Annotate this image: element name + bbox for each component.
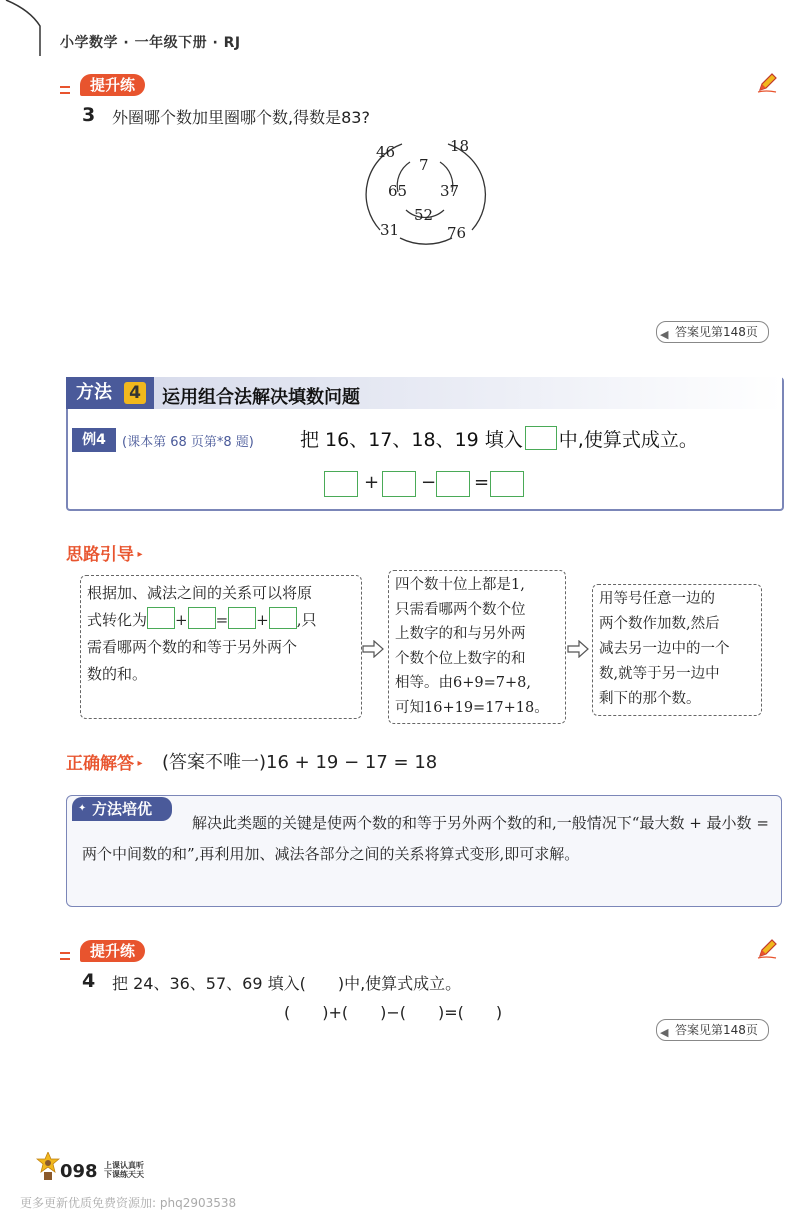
inner-number: 52 <box>414 206 434 224</box>
answer-reference-text: 答案见第148页 <box>675 325 758 339</box>
example-reference: (课本第 68 页第*8 题) <box>122 435 254 450</box>
equals-sign: = <box>215 611 229 629</box>
inner-number: 37 <box>440 182 460 200</box>
guide-line: 两个数作加数,然后 <box>599 616 720 632</box>
guide-line: 用等号任意一边的 <box>599 591 715 607</box>
answer-box <box>147 607 175 629</box>
method-number: 4 <box>124 382 146 404</box>
answer-box <box>382 471 416 497</box>
answer-box <box>188 607 216 629</box>
answer-text: (答案不唯一)16 + 19 − 17 = 18 <box>162 752 438 773</box>
answer-box <box>269 607 297 629</box>
plus-sign: + <box>175 611 188 629</box>
answer-box <box>490 471 524 497</box>
guide-line: 根据加、减法之间的关系可以将原 <box>87 584 313 602</box>
question-text: 外圈哪个数加里圈哪个数,得数是83? <box>112 108 370 127</box>
page-corner-arc <box>0 0 46 56</box>
example-tag: 例4 <box>72 428 116 452</box>
question-number: 3 <box>82 104 96 126</box>
answer-box <box>436 471 470 497</box>
bracket-equation: ( )+( )−( )=( ) <box>284 1003 503 1022</box>
guide-line: 四个数十位上都是1, <box>395 577 525 593</box>
outer-number: 18 <box>450 137 470 155</box>
plus-sign: + <box>256 611 269 629</box>
method-label-text: 方法 <box>76 382 112 403</box>
tag-dash <box>60 92 70 94</box>
book-title: 小学数学 · 一年级下册 · RJ <box>60 35 241 51</box>
caret-right-icon: ▸ <box>134 758 143 769</box>
arrow-right-icon <box>567 640 589 658</box>
outer-number: 31 <box>380 221 400 239</box>
example-text-b: 中,使算式成立。 <box>558 429 698 451</box>
guide-title <box>66 540 143 565</box>
method-optimize-label: 方法培优 <box>92 800 153 818</box>
arrow-right-icon <box>362 640 384 658</box>
minus-sign: − <box>421 472 437 493</box>
pencil-icon <box>756 72 778 94</box>
example-text-a: 把 16、17、18、19 填入 <box>300 429 523 451</box>
question-text: 把 24、36、57、69 填入( )中,使算式成立。 <box>112 974 462 993</box>
tisheng-tag: 提升练 <box>80 74 145 96</box>
guide-box-2 <box>388 570 566 724</box>
pencil-icon <box>756 938 778 960</box>
caret-right-icon: ▸ <box>134 549 143 560</box>
answer-reference <box>656 321 769 343</box>
tag-dash <box>60 958 70 960</box>
guide-title-text: 思路引导 <box>66 545 134 565</box>
equals-sign: = <box>474 472 490 493</box>
guide-line: 相等。由6+9=7+8, <box>395 675 531 691</box>
guide-box-3 <box>592 584 762 716</box>
outer-number: 76 <box>447 224 467 242</box>
outer-number: 46 <box>376 143 396 161</box>
answer-box <box>228 607 256 629</box>
guide-line: 减去另一边中的一个 <box>599 641 730 657</box>
guide-line: 个数个位上数字的和 <box>395 650 526 667</box>
footer-slogan-line: 下课练天天 <box>104 1170 144 1179</box>
tisheng-tag: 提升练 <box>80 940 145 962</box>
guide-line <box>87 607 359 634</box>
answer-label-text: 正确解答 <box>66 754 134 774</box>
example-text <box>300 425 698 452</box>
guide-box-1 <box>80 575 362 719</box>
answer-label <box>66 749 143 774</box>
guide-line-text: 式转化为 <box>87 611 148 629</box>
guide-line: 数的和。 <box>87 665 148 683</box>
answer-box <box>324 471 358 497</box>
guide-line: 需看哪两个数的和等于另外两个 <box>87 638 298 656</box>
method-optimize-text: 解决此类题的关键是使两个数的和等于另外两个数的和,一般情况下“最大数 + 最小数 = 两个中间数的和”,再利用加、减法各部分之间的关系将算式变形,即可求解。 <box>82 814 769 863</box>
inner-number: 65 <box>388 182 408 200</box>
guide-line: 数,就等于另一边中 <box>599 666 720 682</box>
footer-slogan-line: 上课认真听 <box>104 1161 144 1170</box>
arrow-left-icon: ◀ <box>660 1026 669 1039</box>
tag-dash <box>60 86 70 88</box>
guide-line: 只需看哪两个数个位 <box>395 601 526 618</box>
watermark-text: 更多更新优质免费资源加: phq2903538 <box>20 1196 237 1210</box>
page-number: 098 <box>60 1161 98 1182</box>
guide-line: 剩下的那个数。 <box>599 691 701 707</box>
inner-number: 7 <box>419 156 429 174</box>
answer-box <box>525 426 557 450</box>
tag-dash <box>60 952 70 954</box>
guide-line: 可知16+19=17+18。 <box>395 699 549 716</box>
question-number: 4 <box>82 970 96 992</box>
guide-line: 上数字的和与另外两 <box>395 626 526 642</box>
answer-reference <box>656 1019 769 1041</box>
mascot-icon <box>36 1152 60 1182</box>
arrow-left-icon: ◀ <box>660 328 669 341</box>
method-title: 运用组合法解决填数问题 <box>162 387 360 408</box>
method-label <box>66 377 154 409</box>
plus-sign: + <box>364 472 380 493</box>
guide-line-text: ,只 <box>296 611 317 629</box>
star-icon: ✦ <box>78 803 87 814</box>
footer-slogan <box>104 1161 144 1179</box>
answer-reference-text: 答案见第148页 <box>675 1023 758 1037</box>
